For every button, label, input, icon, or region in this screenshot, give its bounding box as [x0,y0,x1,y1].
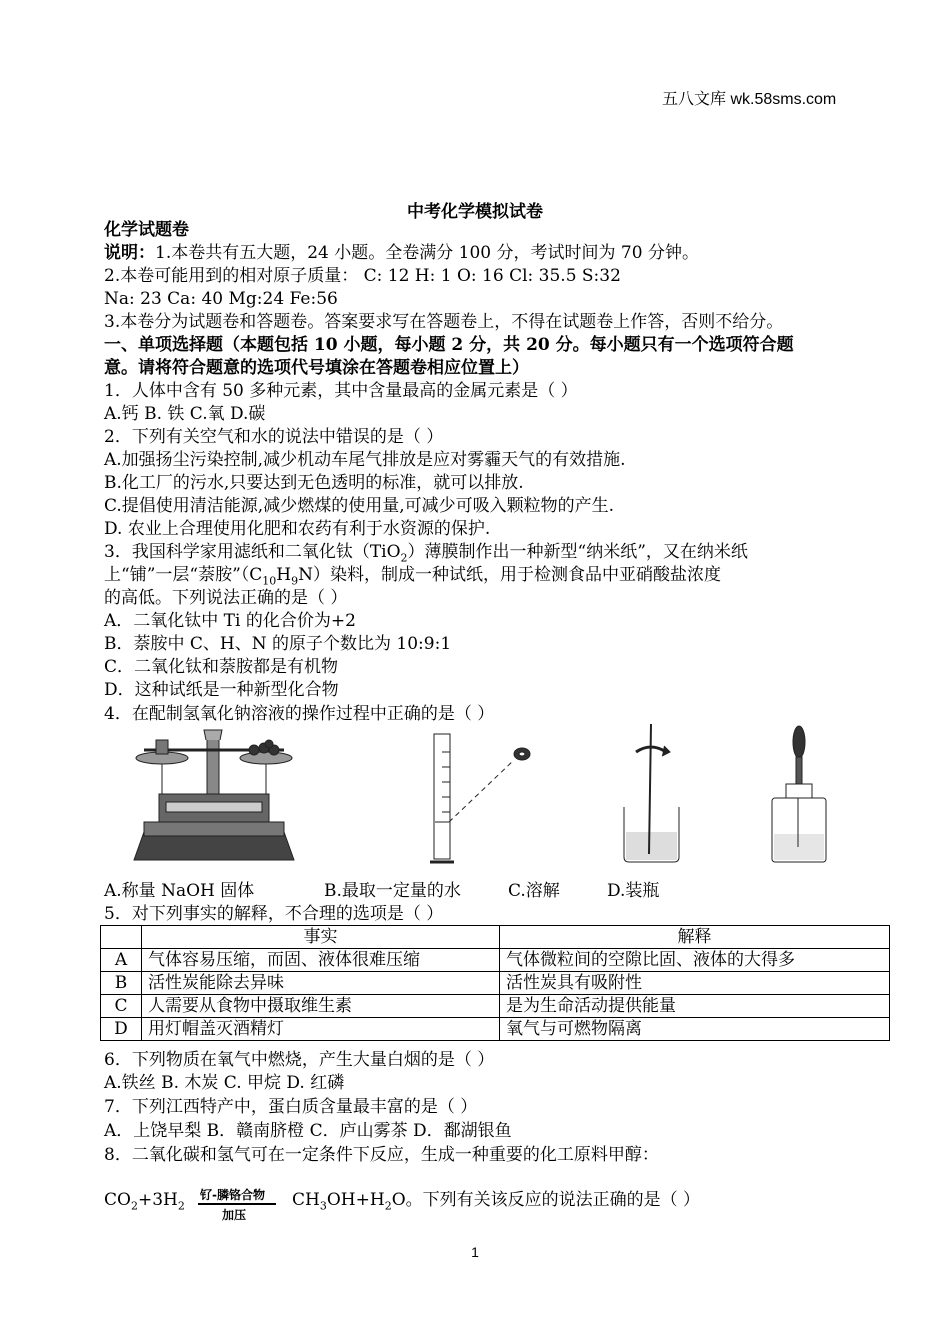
q3-stem-3: 的高低。下列说法正确的是（ ） [104,588,348,608]
q4-apparatus-figure [104,722,844,877]
q4-option-a: A.称量 NaOH 固体 [104,881,255,901]
section1-heading-2: 意。请将符合题意的选项代号填涂在答题卷相应位置上） [104,358,529,378]
table-cell: 人需要从食物中摄取维生素 [142,995,500,1018]
table-cell: 活性炭能除去异味 [142,972,500,995]
subscript: 3 [319,1199,327,1213]
table-header: 解释 [500,926,890,949]
table-cell: 气体微粒间的空隙比固、液体的大得多 [500,949,890,972]
table-header: 事实 [142,926,500,949]
q5-table [100,925,890,1041]
q3-text: ）薄膜制作出一种新型“纳米纸”，又在纳米纸 [407,542,748,562]
table-row [101,1018,890,1041]
page-number: 1 [471,1244,479,1260]
table-cell: 是为生命活动提供能量 [500,995,890,1018]
formula-text: CO [104,1190,131,1210]
table-cell: 氧气与可燃物隔离 [500,1018,890,1041]
q3-text: 3．我国科学家用滤纸和二氧化钛（TiO [104,542,401,562]
q2-option-b: B.化工厂的污水,只要达到无色透明的标准，就可以排放. [104,473,524,493]
subscript: 10 [262,574,277,588]
notes-label: 说明： [104,243,155,263]
notes-line1 [104,242,699,264]
q3-text: 上“铺”一层“萘胺”（C [104,565,263,585]
q6-stem: 6．下列物质在氧气中燃烧，产生大量白烟的是（ ） [104,1050,495,1070]
beaker-illustration [624,724,679,862]
q3-option-d: D．这种试纸是一种新型化合物 [104,680,339,700]
table-cell: C [101,995,142,1018]
table-row [101,995,890,1018]
q8-equation-rhs [292,1189,700,1217]
table-header [101,926,142,949]
q2-option-d: D. 农业上合理使用化肥和农药有利于水资源的保护. [104,519,491,539]
notes-line2: 2.本卷可能用到的相对原子质量： C: 12 H: 1 O: 16 Cl: 35.5 S:32 [104,266,621,286]
reaction-catalyst: 钌-膦铬合物 [200,1188,265,1202]
q3-text: H [276,565,292,585]
q4-option-b: B.最取一定量的水 [324,881,461,901]
bottle-illustration [772,726,826,862]
q8-equation-lhs [104,1189,185,1217]
balance-illustration [134,730,294,860]
reaction-arrow-line [198,1203,276,1205]
q4-stem: 4．在配制氢氧化钠溶液的操作过程中正确的是（ ） [104,704,495,724]
table-row [101,949,890,972]
subscript: 2 [400,551,408,565]
formula-text: O。下列有关该反应的说法正确的是（ ） [391,1190,701,1210]
q2-option-a: A.加强扬尘污染控制,减少机动车尾气排放是应对雾霾天气的有效措施. [104,450,626,470]
table-cell: 气体容易压缩，而固、液体很难压缩 [142,949,500,972]
table-cell: A [101,949,142,972]
q1-stem: 1．人体中含有 50 多种元素，其中含量最高的金属元素是（ ） [104,381,578,401]
q6-options: A.铁丝 B. 木炭 C. 甲烷 D. 红磷 [104,1073,345,1093]
subtitle: 化学试题卷 [104,220,189,240]
formula-text: CH [292,1190,320,1210]
table-cell: 活性炭具有吸附性 [500,972,890,995]
subscript: 9 [291,574,299,588]
subscript: 2 [177,1199,185,1213]
q4-option-c: C.溶解 [508,881,560,901]
q4-option-d: D.装瓶 [607,881,660,901]
q3-option-b: B．萘胺中 C、H、N 的原子个数比为 10:9:1 [104,634,452,654]
formula-text: OH+H [326,1190,385,1210]
subscript: 2 [384,1199,392,1213]
q3-text: N）染料，制成一种试纸，用于检测食品中亚硝酸盐浓度 [298,565,721,585]
table-row [101,972,890,995]
notes-text: 1.本卷共有五大题，24 小题。全卷满分 100 分，考试时间为 70 分钟。 [155,243,699,263]
q5-stem: 5．对下列事实的解释，不合理的选项是（ ） [104,904,444,924]
q1-options: A.钙 B. 铁 C.氧 D.碳 [104,404,266,424]
cylinder-illustration [430,734,530,862]
notes-line3: Na: 23 Ca: 40 Mg:24 Fe:56 [104,289,338,309]
subscript: 2 [130,1199,138,1213]
watermark: 五八文库 wk.58sms.com [662,91,837,108]
table-cell: D [101,1018,142,1041]
table-cell: B [101,972,142,995]
page-title: 中考化学模拟试卷 [407,202,543,222]
q3-option-c: C．二氧化钛和萘胺都是有机物 [104,657,339,677]
q7-stem: 7．下列江西特产中，蛋白质含量最丰富的是（ ） [104,1097,478,1117]
table-cell: 用灯帽盖灭酒精灯 [142,1018,500,1041]
q8-stem: 8．二氧化碳和氢气可在一定条件下反应，生成一种重要的化工原料甲醇： [104,1145,659,1165]
section1-heading-1: 一、单项选择题（本题包括 10 小题，每小题 2 分，共 20 分。每小题只有一个选项符合题 [104,335,794,355]
q7-options: A．上饶早梨 B．赣南脐橙 C．庐山雾茶 D．鄱湖银鱼 [104,1121,512,1141]
q2-stem: 2．下列有关空气和水的说法中错误的是（ ） [104,427,444,447]
table-header-row [101,926,890,949]
q2-option-c: C.提倡使用清洁能源,减少燃煤的使用量,可减少可吸入颗粒物的产生. [104,496,615,516]
formula-text: +3H [137,1190,178,1210]
notes-line4: 3.本卷分为试题卷和答题卷。答案要求写在答题卷上，不得在试题卷上作答，否则不给分。 [104,312,784,332]
reaction-condition: 加压 [222,1208,247,1222]
q3-option-a: A．二氧化钛中 Ti 的化合价为+2 [104,611,356,631]
